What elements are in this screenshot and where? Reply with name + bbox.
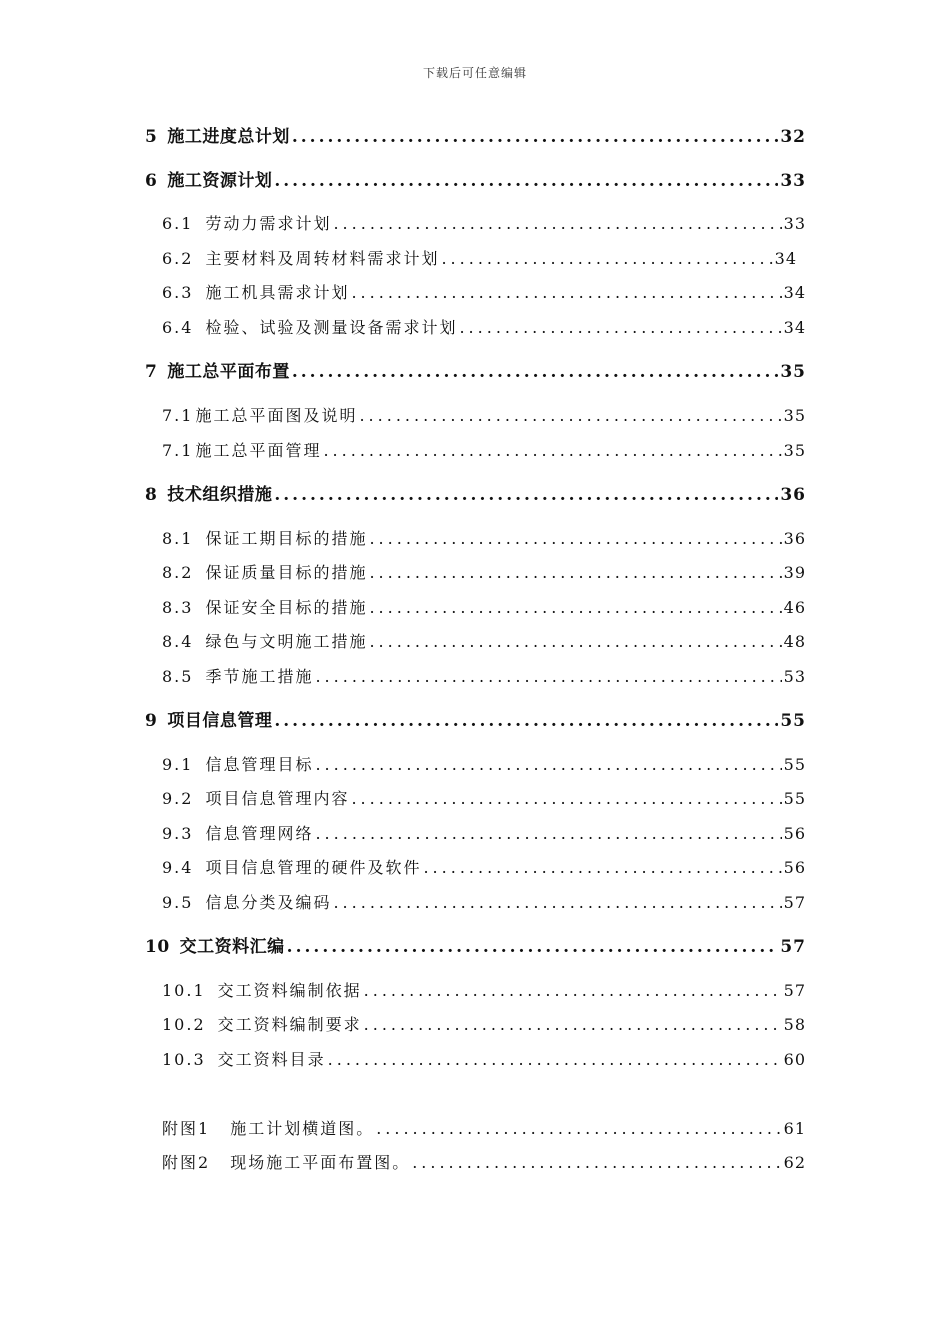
toc-page-number: 34 (783, 283, 806, 302)
toc-title: 交工资料编制依据 (217, 981, 362, 1000)
toc-title: 信息管理网络 (205, 824, 314, 843)
toc-number: 5 (145, 127, 158, 147)
toc-entry-7-1b[interactable] (162, 436, 806, 466)
toc-number: 8.5 (162, 667, 194, 686)
toc-entry-appendix-1[interactable] (162, 1114, 806, 1144)
toc-page-number: 55 (780, 711, 806, 731)
toc-entry-6-3[interactable] (162, 278, 806, 308)
toc-leader-dots (287, 932, 779, 962)
toc-page-number: 58 (783, 1015, 806, 1034)
toc-title: 保证工期目标的措施 (205, 529, 368, 548)
toc-title: 保证质量目标的措施 (205, 563, 368, 582)
toc-number: 9.1 (162, 755, 194, 774)
page-header-note: 下载后可任意编辑 (422, 66, 527, 80)
toc-page-number: 35 (783, 406, 806, 425)
toc-page-number: 36 (780, 485, 806, 505)
toc-title: 绿色与文明施工措施 (205, 632, 368, 651)
toc-number: 9.2 (162, 789, 194, 808)
toc-number: 7.1 (162, 441, 194, 460)
toc-title: 施工进度总计划 (167, 127, 290, 147)
toc-leader-dots (333, 209, 781, 239)
toc-leader-dots (323, 436, 781, 466)
toc-title: 施工总平面布置 (167, 362, 290, 382)
toc-leader-dots (369, 524, 781, 554)
toc-leader-dots (369, 627, 781, 657)
toc-number: 9 (145, 711, 158, 731)
toc-title: 项目信息管理内容 (205, 789, 350, 808)
toc-page-number: 53 (783, 667, 806, 686)
toc-leader-dots (359, 401, 781, 431)
toc-page-number: 57 (780, 937, 806, 957)
toc-title: 检验、试验及测量设备需求计划 (205, 318, 458, 337)
toc-number: 6.1 (162, 214, 194, 233)
toc-title: 施工计划横道图。 (230, 1119, 375, 1138)
toc-entry-9-1[interactable] (162, 750, 806, 780)
toc-number: 6.3 (162, 283, 194, 302)
toc-number: 9.5 (162, 893, 194, 912)
toc-page-number: 62 (783, 1153, 806, 1172)
toc-entry-5[interactable] (145, 122, 806, 152)
toc-leader-dots (315, 662, 781, 692)
toc-page-number: 48 (783, 632, 806, 651)
toc-leader-dots (274, 166, 778, 196)
toc-page-number: 34 (774, 249, 797, 268)
toc-number: 10.3 (162, 1050, 206, 1069)
toc-page-number: 32 (780, 127, 806, 147)
toc-page-number: 46 (783, 598, 806, 617)
toc-page-number: 57 (783, 893, 806, 912)
toc-leader-dots (292, 122, 778, 152)
toc-leader-dots (459, 313, 781, 343)
toc-title: 季节施工措施 (205, 667, 314, 686)
toc-entry-8-4[interactable] (162, 627, 806, 657)
toc-leader-dots (315, 750, 781, 780)
toc-entry-8-2[interactable] (162, 558, 806, 588)
toc-number: 9.4 (162, 858, 194, 877)
toc-title: 信息分类及编码 (205, 893, 332, 912)
toc-title: 技术组织措施 (167, 485, 273, 505)
toc-entry-9[interactable] (145, 706, 806, 736)
toc-entry-8-1[interactable] (162, 524, 806, 554)
toc-title: 劳动力需求计划 (205, 214, 332, 233)
toc-number: 8.2 (162, 563, 194, 582)
toc-number: 8.3 (162, 598, 194, 617)
toc-entry-10-1[interactable] (162, 976, 806, 1006)
toc-number: 7.1 (162, 406, 194, 425)
toc-entry-8-3[interactable] (162, 593, 806, 623)
toc-title: 信息管理目标 (205, 755, 314, 774)
toc-page-number: 35 (780, 362, 806, 382)
toc-leader-dots (315, 819, 781, 849)
toc-leader-dots (364, 1010, 782, 1040)
toc-leader-dots (351, 278, 781, 308)
toc-entry-10-3[interactable] (162, 1045, 806, 1075)
toc-entry-8-5[interactable] (162, 662, 806, 692)
toc-leader-dots (369, 593, 781, 623)
toc-entry-6-2[interactable] (162, 244, 797, 274)
toc-entry-10-2[interactable] (162, 1010, 806, 1040)
toc-number: 附图2 (162, 1153, 211, 1172)
toc-number: 7 (145, 362, 158, 382)
toc-page-number: 34 (783, 318, 806, 337)
toc-leader-dots (441, 244, 772, 274)
toc-number: 6 (145, 171, 158, 191)
toc-number: 8.4 (162, 632, 194, 651)
toc-page-number: 35 (783, 441, 806, 460)
toc-number: 附图1 (162, 1119, 211, 1138)
toc-title: 主要材料及周转材料需求计划 (205, 249, 440, 268)
toc-page-number: 55 (783, 755, 806, 774)
toc-title: 现场施工平面布置图。 (230, 1153, 411, 1172)
toc-title: 保证安全目标的措施 (205, 598, 368, 617)
toc-title: 项目信息管理的硬件及软件 (205, 858, 422, 877)
toc-number: 8.1 (162, 529, 194, 548)
toc-entry-9-4[interactable] (162, 853, 806, 883)
toc-leader-dots (274, 480, 778, 510)
toc-title: 项目信息管理 (167, 711, 273, 731)
toc-title: 施工资源计划 (167, 171, 273, 191)
toc-entry-appendix-2[interactable] (162, 1148, 806, 1178)
toc-page-number: 33 (780, 171, 806, 191)
toc-title: 施工机具需求计划 (205, 283, 350, 302)
toc-entry-6[interactable] (145, 166, 806, 196)
toc-entry-9-2[interactable] (162, 784, 806, 814)
toc-leader-dots (274, 706, 778, 736)
toc-page-number: 56 (783, 824, 806, 843)
toc-title: 交工资料编制要求 (217, 1015, 362, 1034)
toc-page-number: 39 (783, 563, 806, 582)
toc-leader-dots (292, 357, 778, 387)
toc-page-number: 61 (783, 1119, 806, 1138)
toc-leader-dots (328, 1045, 782, 1075)
toc-entry-6-1[interactable] (162, 209, 806, 239)
toc-page-number: 56 (783, 858, 806, 877)
toc-entry-8[interactable] (145, 480, 806, 510)
toc-entry-6-4[interactable] (162, 313, 806, 343)
toc-entry-9-3[interactable] (162, 819, 806, 849)
toc-title: 施工总平面管理 (195, 441, 322, 460)
toc-title: 交工资料汇编 (179, 937, 285, 957)
toc-entry-9-5[interactable] (162, 888, 806, 918)
toc-leader-dots (412, 1148, 781, 1178)
toc-title: 交工资料目录 (217, 1050, 326, 1069)
toc-title: 施工总平面图及说明 (195, 406, 358, 425)
toc-page-number: 60 (783, 1050, 806, 1069)
toc-number: 10.2 (162, 1015, 206, 1034)
toc-page-number: 36 (783, 529, 806, 548)
toc-entry-7[interactable] (145, 357, 806, 387)
toc-page-number: 57 (783, 981, 806, 1000)
toc-leader-dots (376, 1114, 781, 1144)
toc-leader-dots (364, 976, 782, 1006)
toc-entry-10[interactable] (145, 932, 806, 962)
toc-leader-dots (333, 888, 781, 918)
toc-page-number: 55 (783, 789, 806, 808)
toc-entry-7-1a[interactable] (162, 401, 806, 431)
toc-number: 6.2 (162, 249, 194, 268)
toc-page-number: 33 (783, 214, 806, 233)
toc-leader-dots (423, 853, 781, 883)
toc-leader-dots (369, 558, 781, 588)
toc-leader-dots (351, 784, 781, 814)
toc-number: 6.4 (162, 318, 194, 337)
toc-number: 9.3 (162, 824, 194, 843)
toc-number: 10.1 (162, 981, 206, 1000)
toc-number: 10 (145, 937, 170, 957)
toc-number: 8 (145, 485, 158, 505)
